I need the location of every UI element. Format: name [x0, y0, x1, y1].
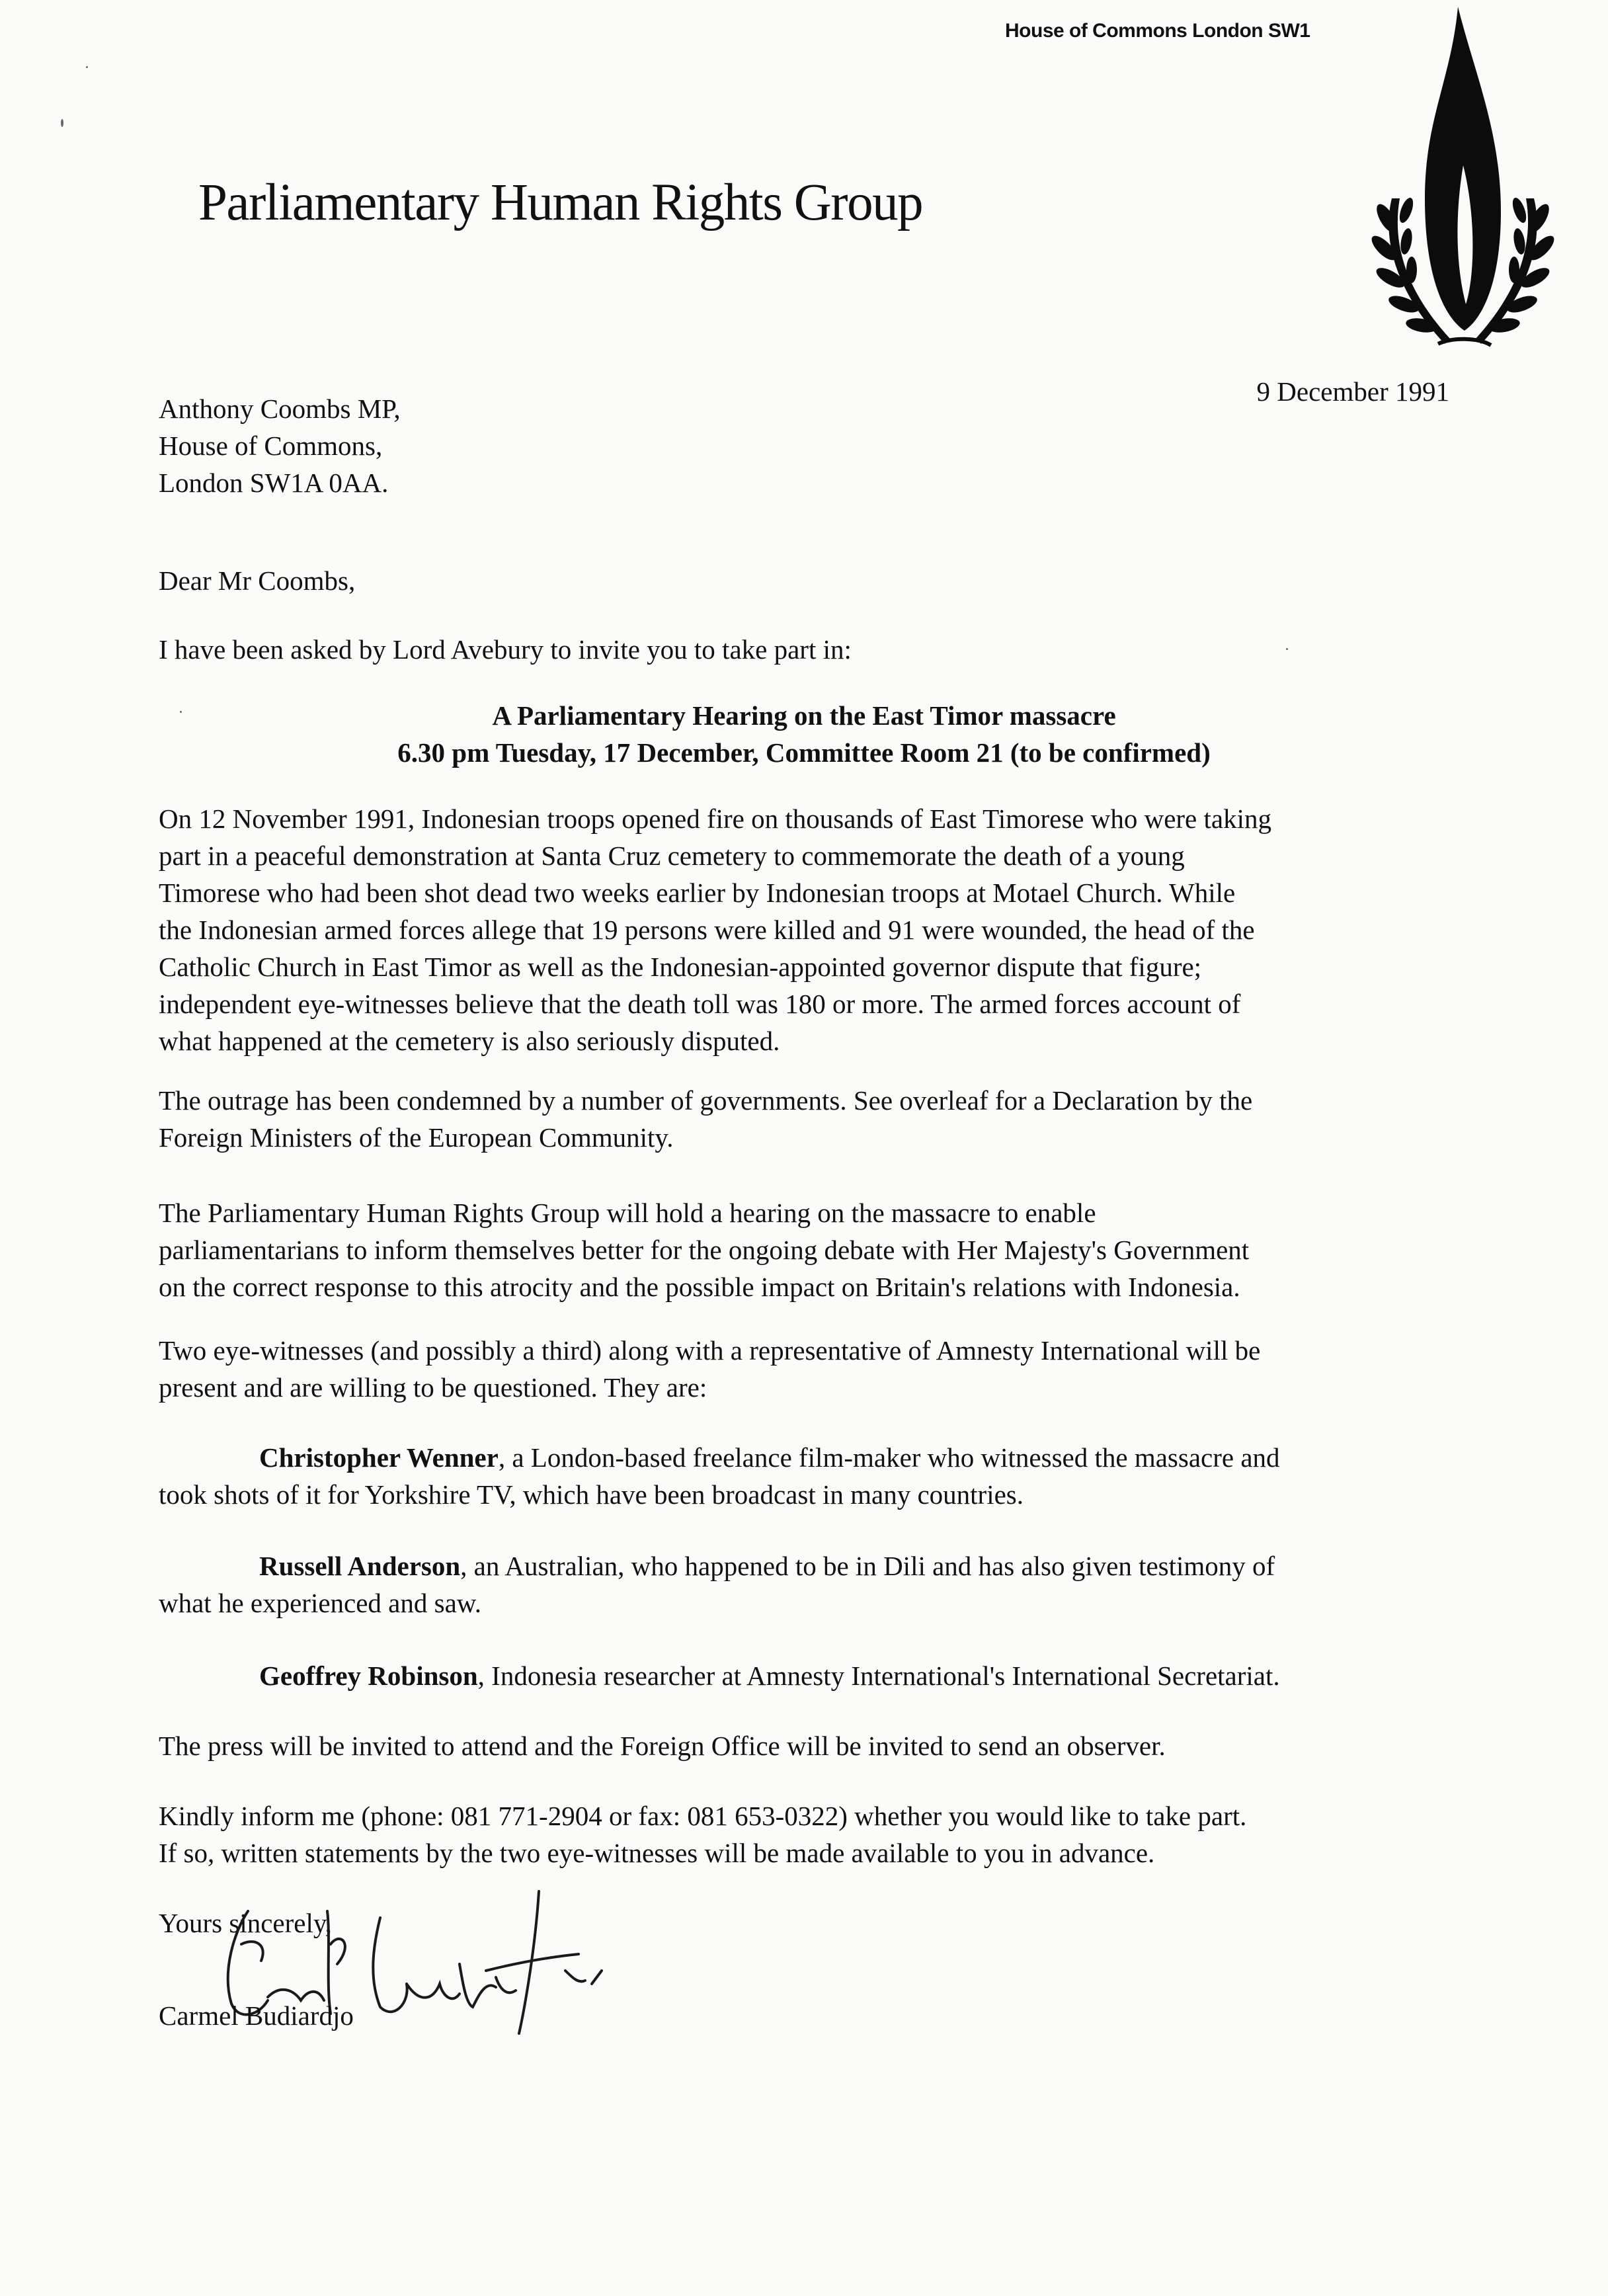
paragraph-press: The press will be invited to attend and the Foreign Office will be invited to send an observer. — [159, 1731, 1166, 1761]
paragraph-line: Timorese who had been shot dead two weeks earlier by Indonesian troops at Motael Church. While — [159, 878, 1236, 908]
paragraph-witnesses-intro — [159, 1332, 1455, 1406]
witness-description: took shots of it for Yorkshire TV, which have been broadcast in many countries. — [159, 1479, 1024, 1510]
witness-description: , an Australian, who happened to be in Dili and has also given testimony of — [460, 1551, 1275, 1581]
paragraph-line: If so, written statements by the two eye-witnesses will be made available to you in advance. — [159, 1838, 1155, 1868]
scan-speck — [86, 66, 88, 68]
scan-speck — [61, 119, 63, 127]
paragraph-line: The Parliamentary Human Rights Group will hold a hearing on the massacre to enable — [159, 1198, 1096, 1228]
recipient-line: House of Commons, — [159, 430, 383, 461]
witness-name: Geoffrey Robinson — [259, 1660, 478, 1691]
paragraph-line: On 12 November 1991, Indonesian troops opened fire on thousands of East Timorese who were taking — [159, 803, 1271, 834]
paragraph-line: parliamentarians to inform themselves better for the ongoing debate with Her Majesty's Government — [159, 1235, 1250, 1265]
paragraph-line: Foreign Ministers of the European Community. — [159, 1122, 674, 1153]
salutation: Dear Mr Coombs, — [159, 565, 356, 596]
paragraph-condemnation — [159, 1082, 1455, 1156]
scan-speck — [1286, 648, 1288, 650]
paragraph-hearing — [159, 1194, 1455, 1305]
paragraph-line: the Indonesian armed forces allege that 19 persons were killed and 91 were wounded, the head of the — [159, 915, 1255, 945]
flame-laurel-emblem-icon — [1346, 0, 1564, 370]
paragraph-line: present and are willing to be questioned. They are: — [159, 1372, 707, 1403]
witness-entry — [159, 1439, 1455, 1513]
event-details: 6.30 pm Tuesday, 17 December, Committee Room 21 (to be confirmed) — [397, 737, 1211, 768]
paragraph-line: Kindly inform me (phone: 081 771-2904 or fax: 081 653-0322) whether you would like to take part. — [159, 1801, 1247, 1831]
paragraph-line: Two eye-witnesses (and possibly a third) along with a representative of Amnesty International will be — [159, 1335, 1261, 1366]
recipient-line: Anthony Coombs MP, — [159, 393, 401, 424]
recipient-address — [159, 390, 401, 501]
paragraph-line: The outrage has been condemned by a number of governments. See overleaf for a Declaration by the — [159, 1085, 1253, 1116]
witness-name: Christopher Wenner — [259, 1442, 499, 1473]
recipient-line: London SW1A 0AA. — [159, 468, 389, 498]
witness-description: , Indonesia researcher at Amnesty International's International Secretariat. — [477, 1660, 1280, 1691]
signatory-name: Carmel Budiardjo — [159, 2000, 354, 2031]
intro-text: I have been asked by Lord Avebury to invite you to take part in: — [159, 634, 852, 665]
paragraph-line: part in a peaceful demonstration at Santa Cruz cemetery to commemorate the death of a young — [159, 840, 1185, 871]
witness-entry — [159, 1657, 1455, 1694]
witness-entry — [159, 1547, 1455, 1621]
event-title: A Parliamentary Hearing on the East Timor massacre — [492, 700, 1116, 731]
witness-description: , a London-based freelance film-maker who witnessed the massacre and — [498, 1442, 1280, 1473]
paragraph-massacre — [159, 800, 1455, 1059]
letterhead-address: House of Commons London SW1 — [1005, 20, 1310, 42]
letter-date: 9 December 1991 — [1256, 376, 1449, 407]
paragraph-line: what happened at the cemetery is also seriously disputed. — [159, 1026, 780, 1056]
scan-speck — [180, 711, 182, 713]
paragraph-contact — [159, 1797, 1455, 1871]
witness-description: what he experienced and saw. — [159, 1588, 481, 1618]
paragraph-line: independent eye-witnesses believe that the death toll was 180 or more. The armed forces account of — [159, 989, 1241, 1019]
organization-name: Parliamentary Human Rights Group — [198, 174, 923, 231]
witness-name: Russell Anderson — [259, 1551, 461, 1581]
paragraph-line: on the correct response to this atrocity and the possible impact on Britain's relations with Indonesia. — [159, 1272, 1240, 1302]
closing: Yours sincerely, — [159, 1908, 332, 1938]
paragraph-line: Catholic Church in East Timor as well as the Indonesian-appointed governor dispute that figure; — [159, 952, 1202, 982]
